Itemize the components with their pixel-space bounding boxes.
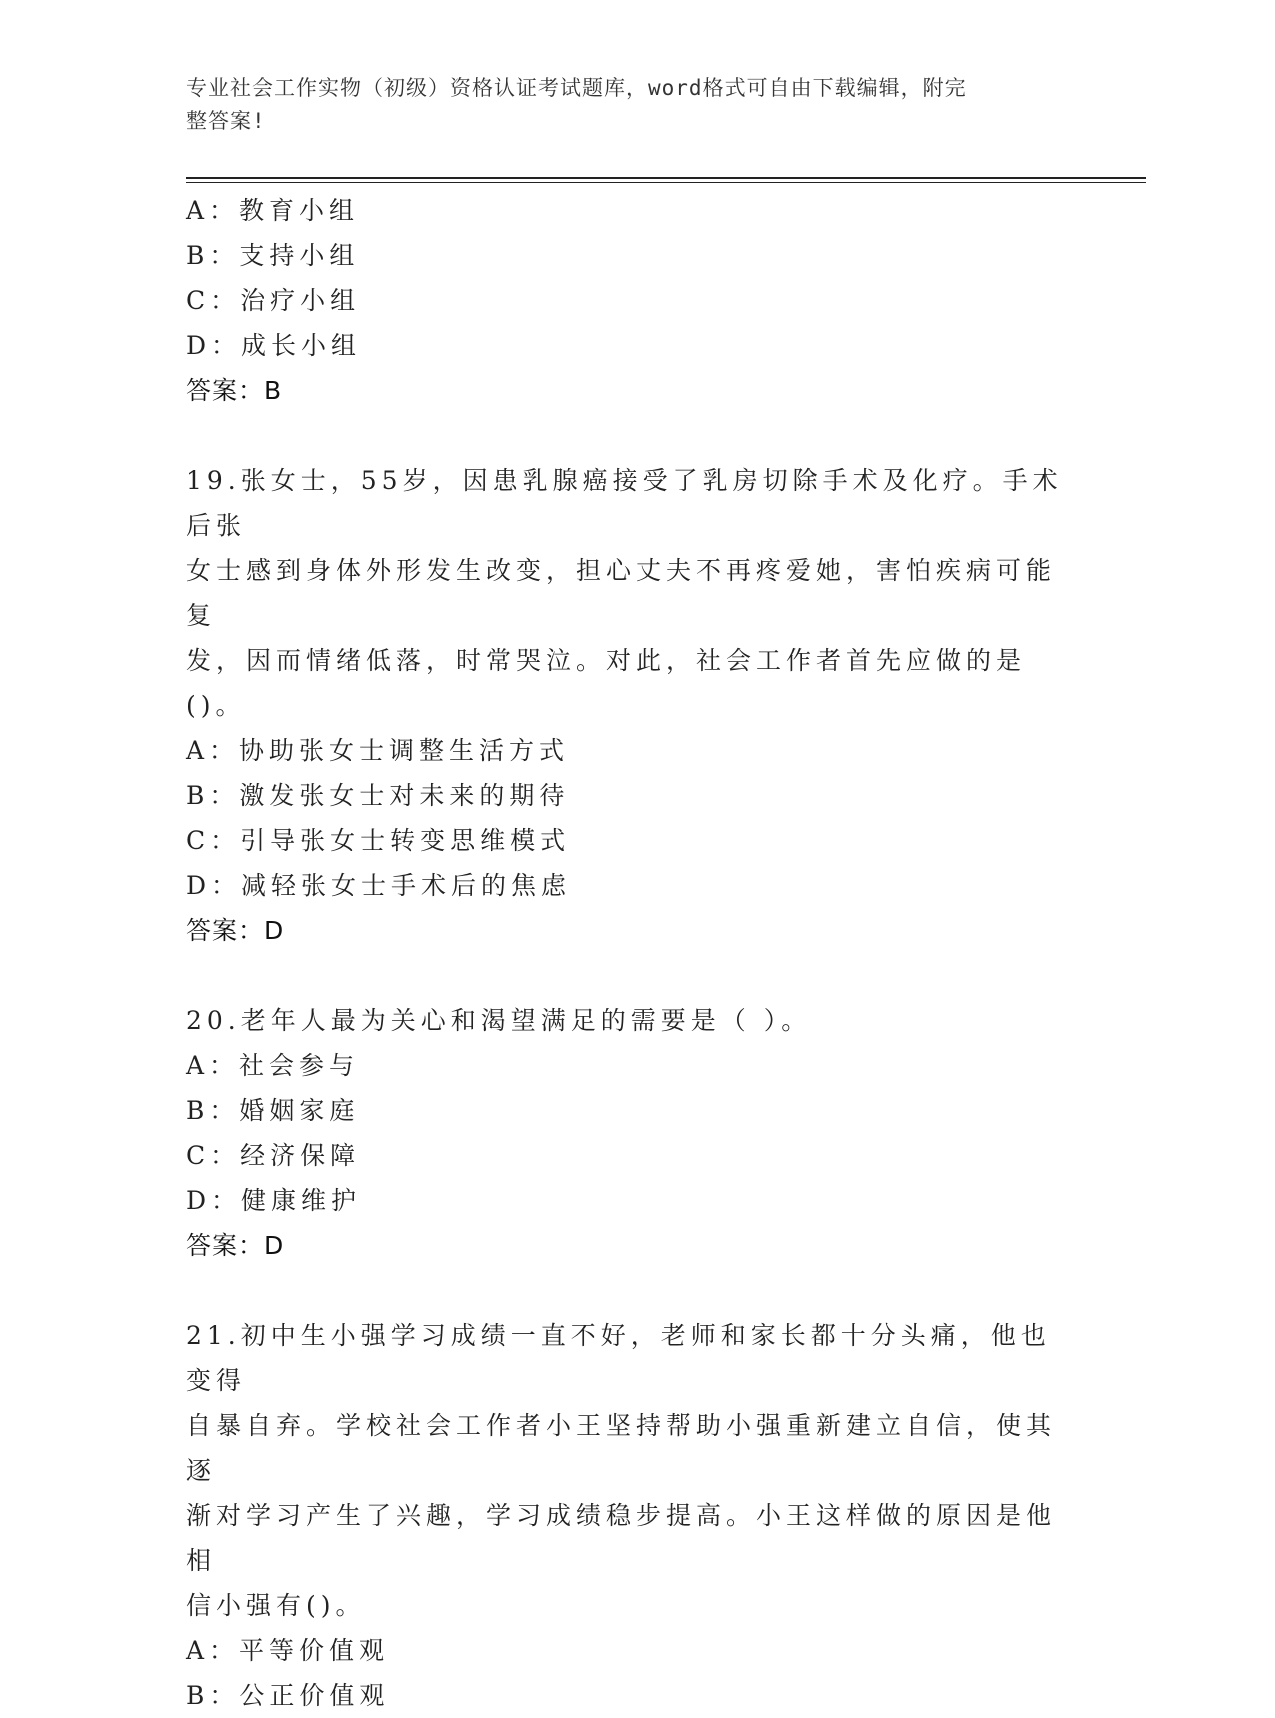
- header-title-line-2: 整答案!: [186, 109, 266, 133]
- answer-line: 答案：D: [186, 916, 285, 945]
- option-a: A：教育小组: [186, 196, 360, 225]
- option-a: A：社会参与: [186, 1051, 360, 1080]
- question-19: [186, 458, 1086, 953]
- question-stem-line: 19.张女士，55岁，因患乳腺癌接受了乳房切除手术及化疗。手术后张: [186, 466, 1063, 540]
- header-title-line-1: 专业社会工作实物（初级）资格认证考试题库，word格式可自由下载编辑，附完: [186, 76, 967, 100]
- option-b: B：支持小组: [186, 241, 360, 270]
- option-b: B：激发张女士对未来的期待: [186, 781, 570, 810]
- question-stem-line: 自暴自弃。学校社会工作者小王坚持帮助小强重新建立自信，使其逐: [186, 1411, 1057, 1485]
- question-stem-line: 女士感到身体外形发生改变，担心丈夫不再疼爱她，害怕疾病可能复: [186, 556, 1057, 630]
- header-divider-thin: [186, 182, 1146, 183]
- document-header: [186, 72, 1056, 138]
- question-stem-line: 21.初中生小强学习成绩一直不好，老师和家长都十分头痛，他也变得: [186, 1321, 1051, 1395]
- question-stem-line: 渐对学习产生了兴趣，学习成绩稳步提高。小王这样做的原因是他相: [186, 1501, 1057, 1575]
- question-stem-line: 20.老年人最为关心和渴望满足的需要是（ ）。: [186, 1006, 812, 1035]
- answer-line: 答案：D: [186, 1231, 285, 1260]
- option-d: D：减轻张女士手术后的焦虑: [186, 871, 572, 900]
- option-a: A：平等价值观: [186, 1636, 390, 1665]
- option-d: D：健康维护: [186, 1186, 362, 1215]
- option-c: C：治疗小组: [186, 286, 361, 315]
- question-stem-line: 发，因而情绪低落，时常哭泣。对此，社会工作者首先应做的是()。: [186, 646, 1027, 720]
- spacer: [186, 413, 1086, 458]
- option-d: D：成长小组: [186, 331, 362, 360]
- answer-line: 答案：B: [186, 376, 283, 405]
- spacer: [186, 953, 1086, 998]
- question-18: [186, 188, 1086, 413]
- option-c: C：经济保障: [186, 1141, 361, 1170]
- option-b: B：公正价值观: [186, 1681, 390, 1710]
- option-a: A：协助张女士调整生活方式: [186, 736, 570, 765]
- option-b: B：婚姻家庭: [186, 1096, 360, 1125]
- spacer: [186, 1268, 1086, 1313]
- option-c: C：引导张女士转变思维模式: [186, 826, 571, 855]
- question-21: [186, 1313, 1086, 1718]
- question-list: [186, 188, 1086, 1718]
- header-divider-thick: [186, 177, 1146, 179]
- question-20: [186, 998, 1086, 1268]
- question-stem-line: 信小强有()。: [186, 1591, 366, 1620]
